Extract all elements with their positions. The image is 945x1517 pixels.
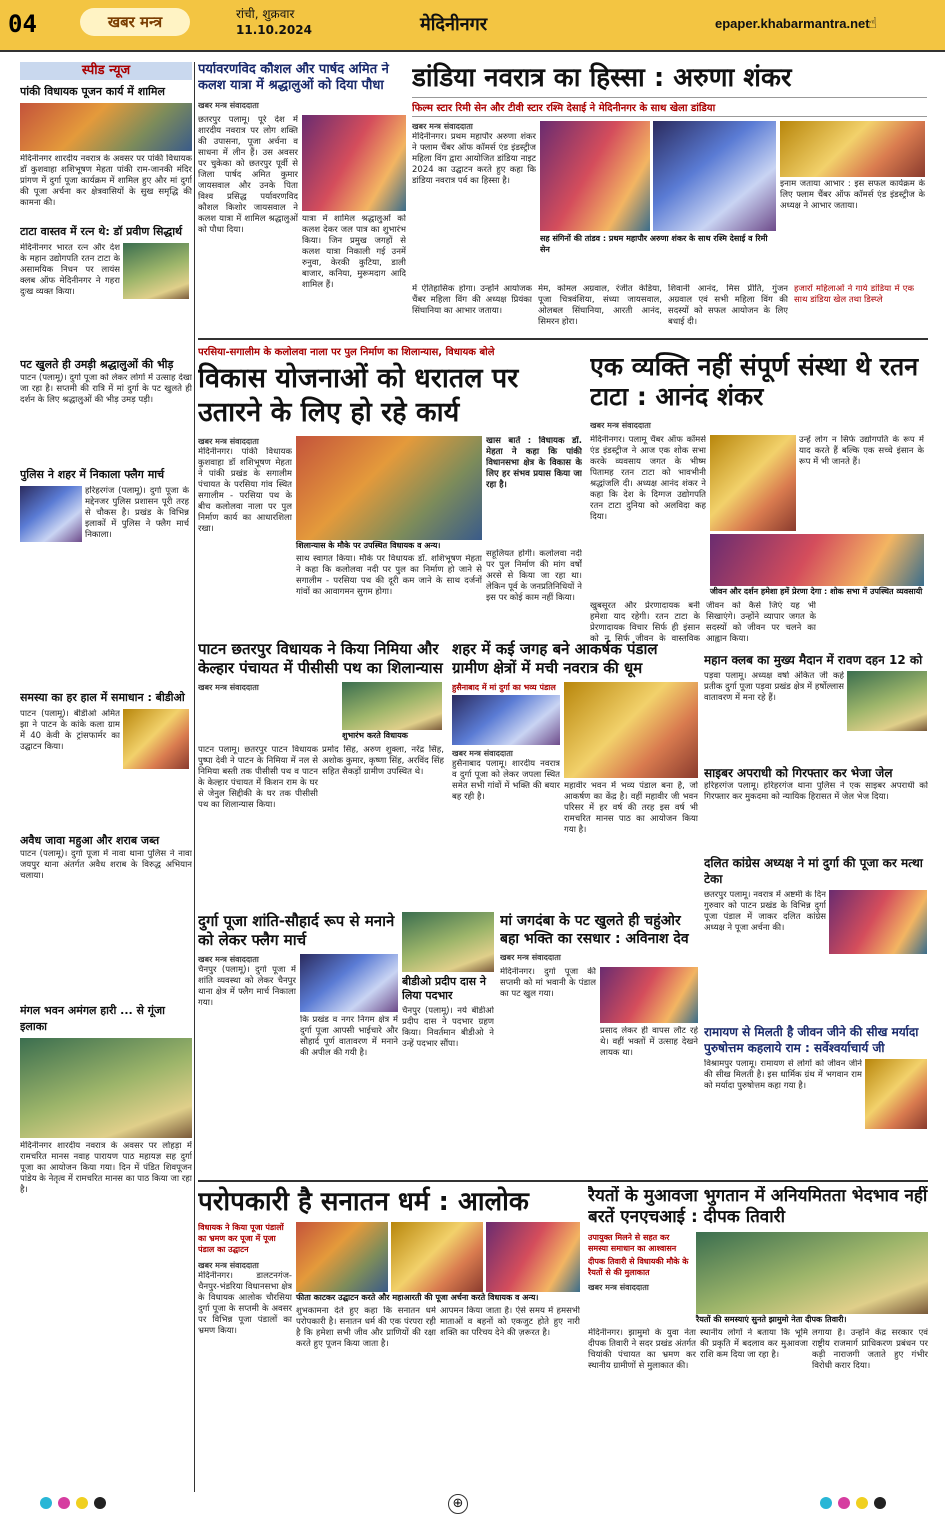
registration-mark-icon: ⊕ (448, 1494, 468, 1514)
photo (20, 1038, 192, 1138)
city-day: रांची, शुक्रवार (236, 7, 295, 21)
caption: हजारों महिलाओं ने गाये डांडिया में एक साथ डांडिया खेल तथा डिस्प्ले (794, 284, 914, 305)
photo (540, 121, 650, 231)
byline: खबर मन्त्र संवाददाता (198, 683, 259, 692)
byline: खबर मन्त्र संवाददाता (198, 1261, 259, 1270)
photo (600, 967, 698, 1023)
caption: दीपक तिवारी से विधायकी मौके के रैयतों से की मुलाकात (588, 1256, 692, 1278)
headline: समस्या का हर हाल में समाधान : बीडीओ (20, 691, 185, 704)
caption: रैयतों की समस्याएं सुनते झामुमो नेता दीपक तिवारी। (696, 1314, 928, 1325)
story-text: प्रमोद सिंह, अरुण शुक्ला, नरेंद्र सिंह, अशोक कुमार, कृष्णा सिंह, अरविंद सिंह सहित सैकड़ों ग्रामीण उपस्थित थे। (322, 745, 444, 777)
byline: खबर मन्त्र संवाददाता (198, 955, 259, 964)
story-dandiya (412, 62, 927, 334)
story-text: मेम, कोमल अग्रवाल, रंजीत केडिया, पूजा चित्रवंशिया, संध्या जायसवाल, ओलबल सिंघानिया, आरती आनंद, सिमरन होरा। (538, 284, 662, 327)
registration-dot (40, 1497, 52, 1509)
caption: शिलान्यास के मौके पर उपस्थित विधायक व अन्य। (296, 540, 482, 551)
story-text: मेदिनीनगर भारत रत्न और देश के महान उद्योगपति रतन टाटा के असामयिक निधन पर लायंस क्लब ऑफ मेदिनीनगर ने गहरा दुःख व्यक्त किया। (20, 243, 120, 297)
caption: जीवन और दर्शन हमेशा हमें प्रेरणा देगा : शोक सभा में उपस्थित व्यवसायी (710, 587, 923, 596)
story-text: लगाया है। उन्होंने केंद्र सरकार एवं राष्ट्रीय राजमार्ग प्राधिकरण प्रबंधन पर कड़ी नाराजगी जताते हुए गंभीर विरोधी करार दिया। (812, 1328, 928, 1371)
photo (300, 954, 398, 1012)
byline: खबर मन्त्र संवाददाता (198, 437, 259, 446)
story-text: मेदिनीनगर। प्रथम महापौर अरुणा शंकर ने फ्लाम चैंबर ऑफ कॉमर्स एंड इंडस्ट्रीज महिला विंग द्वारा आयोजित डांडिया नाइट 2024 का उद्घाटन करते हुए कहा कि डांडिया नवरात्र पर्व का हिस्सा है। (412, 132, 536, 186)
photo (402, 912, 494, 972)
story-text: मेदिनीनगर। दुर्गा पूजा की सप्तमी को मां भवानी के पंडाल का पट खुल गया। (500, 967, 596, 999)
site-link[interactable]: epaper.khabarmantra.net (715, 16, 870, 31)
story-text: हरिहरगंज (पलामू)। दुर्गा पूजा के मद्देनजर पुलिस प्रशासन पूरी तरह से चौकस है। प्रखंड के विभिन्न इलाकों में पुलिस ने फ्लैग मार्च निकाला। (85, 486, 189, 540)
story-text: मेदिनीनगर। पलामू चैंबर ऑफ कॉमर्स एंड इंडस्ट्रीज ने आज एक शोक सभा करके व्यवसाय जगत के भीष्म पितामह रतन टाटा को भावभीनी श्रद्धांजलि दी। अध्यक्ष आनंद शंकर ने कहा कि देश के दिग्गज उद्योगपति रतन टाटा दुनिया को अलविदा कह दिया। (590, 435, 706, 522)
registration-dot (874, 1497, 886, 1509)
registration-dot (94, 1497, 106, 1509)
story-text: यात्रा में शामिल श्रद्धालुओं को कलश देकर जल पात्र का शुभारंभ किया। जिन प्रमुख जगहों से कलश यात्रा निकाली गई उनमें रुनुवा, केरकी कुटिया, डाली बाजार, कनिया, मुरूमदाग आदि शामिल हैं। (302, 214, 406, 290)
photo (710, 534, 924, 586)
story-text: में ऐतिहासिक होगा। उन्होंने आयोजक चैंबर महिला विंग की अध्यक्ष प्रियंका सिंघानिया का आभार जताया। (412, 284, 532, 316)
story-text: खुबसूरत और प्रेरणादायक बनी हमेशा याद रहेगी। रतन टाटा के प्रेरणादायक विचार सिर्फ ही इंसान को न सिर्फ जीवन के वास्तविक (590, 601, 700, 644)
headline: पुलिस ने शहर में निकाला फ्लैग मार्च (20, 468, 165, 481)
story-text: साथ स्वागत किया। मौके पर विधायक डॉ. शशिभूषण मेहता ने कहा कि कलोलवा नदी पर पुल का निर्माण हो जाने से सगालीम - परसिया पथ की दूरी कम जाने के साथ दर्जनों गांवों का आवागमन सुगम होगा। (296, 554, 482, 597)
photo (123, 243, 189, 299)
story-sanatan (198, 1186, 580, 1486)
caption: हुसैनाबाद में मां दुर्गा का भव्य पंडाल (452, 682, 560, 693)
story-text: पाटन पलामू। छतरपुर पाटन विधायक पुष्पा देवी ने पाटन के निमिया में नल से निमिया बस्ती तक पीसीसी पथ व पाटन के केल्हार पंचायत में किशन राम के घर से जेनुल सिद्दीकी के घर तक पीसीसी पथ का शिलान्यास किया। (198, 745, 318, 810)
story-text: हरिहरगंज पलामू। हरिहरगंज थाना पुलिस ने एक साइबर अपराधी को गिरफ्तार कर मुकदमा को न्यायिक हिरासत में जेल भेज दिया। (704, 781, 928, 802)
subheadline: फिल्म स्टार रिमी सेन और टीवी स्टार रश्मि देसाई ने मेदिनीनगर के साथ खेला डांडिया (412, 97, 927, 117)
caption: सह संगिनों की तांडव : प्रथम महापौर अरुणा शंकर के साथ रश्मि देसाई व रिमी सेन (540, 233, 776, 273)
story-text: उन्हें लोग न सिर्फ उद्योगपति के रूप में याद करते हैं बल्कि एक सच्चे इंसान के रूप में भी जानते हैं। (799, 435, 924, 467)
photo (710, 435, 796, 531)
story-navratri-pandal (452, 640, 698, 905)
headline: रैयतों के मुआवजा भुगतान में अनियमितता भेदभाव नहीं बरतें एनएचआई : दीपक तिवारी (588, 1186, 928, 1227)
issue-date: 11.10.2024 (236, 23, 312, 37)
headline: पांकी विधायक पूजन कार्य में शामिल (20, 85, 165, 98)
photo (653, 121, 776, 231)
story-text: चैनपुर (पलामू)। नये बीडीओ प्रदीप दास ने पदभार ग्रहण किया। निवर्तमान बीडीओ ने उन्हें पदभार सौंपा। (402, 1006, 494, 1049)
photo (391, 1222, 483, 1292)
headline: विकास योजनाओं को धरातल पर उतारने के लिए हो रहे कार्य (198, 363, 519, 428)
caption: शुभारंभ करते विधायक (342, 730, 442, 741)
masthead (0, 0, 945, 52)
cursor-icon: ☝ (868, 14, 878, 32)
left-column (20, 62, 192, 1492)
story-patan-road (198, 640, 446, 905)
headline: डांडिया नवरात्र का हिस्सा : अरुणा शंकर (412, 63, 792, 93)
story-text: पड़वा पलामू। अध्यक्ष वर्षा अंकित जी कहे प्रतीक दुर्गा पूजा पड़वा प्रखंड क्षेत्र में हर्षोल्लास वातावरण में मना रहे हैं। (704, 671, 844, 703)
column-rule (194, 62, 195, 1492)
story-text: आपमन किया जाता है। ऐसे समय में हमसभी माताओं व बहनों को एकजुट होते हुए नारी शक्ति का परिचय देने की ज़रूरत है। (440, 1306, 580, 1338)
byline: खबर मन्त्र संवाददाता (198, 101, 259, 110)
photo (302, 115, 406, 211)
headline: एक व्यक्ति नहीं संपूर्ण संस्था थे रतन टाटा : आनंद शंकर (590, 352, 919, 411)
photo (296, 1222, 388, 1292)
edition-name: मेदिनीनगर (420, 14, 488, 35)
headline: पाटन छतरपुर विधायक ने किया निमिया और केल्हार पंचायत में पीसीसी पथ का शिलान्यास (198, 640, 443, 677)
story-text: मेदिनीनगर शारदीय नवरात्र के अवसर पर लोहड़ा में रामचरित मानस नवाह पारायण पाठ महायज्ञ सह दुर्गा पूजा का आयोजन किया गया। दिन में पंडित शिवपूजन पांडेय के नेतृत्व में रामचरित मानस का पाठ किया जा रहा है। (20, 1141, 192, 1195)
story-text: छतरपुर पलामू। पूरे देश में शारदीय नवरात्र पर लोग शक्ति की उपासना, पूजा अर्चना व साधना में लीन हैं। उस अवसर पर चुकेका को छतरपुर पूर्वी से जिला पार्षद अमित कुमार जायसवाल और उनके पिता विश्व प्रसिद्ध पर्यावरणविद कौशल किशोर जायसवाल ने कलश यात्रा में शामिल श्रद्धालुओं को पौधा दिया। (198, 115, 298, 235)
photo (829, 890, 927, 954)
story-raiyat-compensation (588, 1186, 928, 1486)
story-flag-march (198, 912, 398, 1172)
story-development (198, 344, 583, 634)
story-text: पाटन (पलामू)। दुर्गा पूजा में नावा थाना पुलिस ने नावा जयपुर थाना अंतर्गत अवैध शराब के विरुद्ध अभियान चलाया। (20, 849, 192, 881)
registration-dot (820, 1497, 832, 1509)
headline: महान क्लब का मुख्य मैदान में रावण दहन 12 को (704, 653, 923, 667)
headline: पट खुलते ही उमड़ी श्रद्धालुओं की भीड़ (20, 358, 174, 371)
story-text: मेदिनीनगर। झामुमो के युवा नेता दीपक तिवारी ने सदर प्रखंड अंतर्गत चियांकी पंचायत का भ्रमण कर स्थानीय ग्रामीणों से मुलाकात की। (588, 1328, 696, 1371)
photo (696, 1232, 928, 1314)
story-text: मेदिनीनगर। डालटनगंज-चैनपुर-भंडरिया विधानसभा क्षेत्र के विधायक आलोक चौरसिया दुर्गा पूजा के सप्तमी के अवसर पर विभिन्न पूजा पंडालों का भ्रमण किया। (198, 1271, 292, 1336)
story-text: जीवन को कैसे जिएं यह भी सिखाएंगे। उन्होंने व्यापार जगत के सदस्यों को जीवन पर चलने का आह्वान किया। (706, 601, 816, 644)
story-jagdamba (500, 912, 698, 1172)
headline: मां जगदंबा के पट खुलते ही चहुंओर बहा भक्ति का रसधार : अविनाश देव (500, 913, 689, 947)
dateline (236, 6, 312, 38)
caption: फीता काटकर उद्घाटन करते और महाआरती की पूजा अर्चना करते विधायक व अन्य। (296, 1292, 580, 1303)
photo (452, 695, 560, 745)
section-speed-news: स्पीड न्यूज (20, 62, 192, 80)
story-text: चैनपुर (पलामू)। दुर्गा पूजा में शांति व्यवस्था को लेकर चैनपुर थाना क्षेत्र में फ्लैग मार्च निकाला गया। (198, 965, 296, 1008)
photo (20, 486, 82, 542)
photo (296, 436, 482, 540)
headline: रामायण से मिलती है जीवन जीने की सीख मर्यादा पुरुषोत्तम कहलाये राम : सर्वेश्वर्याचार्य जी (704, 1025, 919, 1055)
story-text: शुभकामना देते हुए कहा कि सनातन धर्म परोपकारी है। सनातन धर्म की एक पंरपरा रही है कि हमेशा सभी जीव और प्राणियों की रक्षा करते हुए पूजन किया जाता है। (296, 1306, 436, 1349)
brand-logo: खबर मन्त्र (80, 8, 190, 36)
photo (865, 1059, 927, 1129)
byline: खबर मन्त्र संवाददाता (590, 421, 651, 430)
registration-dot (76, 1497, 88, 1509)
photo (564, 682, 698, 778)
photo (486, 1222, 580, 1292)
story-text: छतरपुर पलामू। नवरात्र में अष्टमी के दिन गुरुवार को पाटन प्रखंड के विभिन्न दुर्गा पूजा पंडाल में जाकर दलित कांग्रेस अध्यक्ष ने पूजा अर्चना की। (704, 890, 826, 933)
story-text: प्रसाद लेकर ही वापस लौट रहे थे। वहीं भक्तों में उत्साह देखने लायक था। (600, 1026, 698, 1058)
headline: मंगल भवन अमंगल हारी ... से गूंजा इलाका (20, 1004, 166, 1033)
section-rule (198, 1180, 928, 1182)
photo (342, 682, 442, 730)
caption: उपायुक्त मिलने से सहत कर समस्या समाधान का आश्वासन (588, 1232, 692, 1254)
registration-dot (856, 1497, 868, 1509)
caption: विधायक ने किया पूजा पंडालों का भ्रमण कर पूजा में पूजा पंडाल का उद्घाटन (198, 1222, 292, 1256)
headline: अवैध जावा महुआ और शराब जब्त (20, 834, 160, 847)
callout: खास बातें : विधायक डॉ. मेहता ने कहा कि पांकी विधानसभा क्षेत्र के विकास के लिए हर संभव प्रयास किया जा रहा है। (486, 436, 582, 490)
headline: परोपकारी है सनातन धर्म : आलोक (198, 1187, 529, 1217)
registration-dot (838, 1497, 850, 1509)
headline: दुर्गा पूजा शांति-सौहार्द रूप से मनाने को लेकर फ्लैग मार्च (198, 912, 395, 949)
headline: टाटा वास्तव में रत्न थे: डॉ प्रवीण सिद्धार्थ (20, 225, 183, 238)
caption: इनाम जताया आभार : इस सफल कार्यक्रम के लिए फ्लाम चैंबर ऑफ कॉमर्स एंड इंडस्ट्रीज के अध्यक्ष ने आभार जताया। (780, 179, 925, 211)
story-ratan-tata (590, 352, 928, 644)
story-text: पाटन (पलामू)। दुर्गा पूजा को लेकर लोगों में उत्साह देखा जा रहा है। सप्तमी की रात्रि में मां दुर्गा के पट खुलते ही दर्शन के लिए श्रद्धालुओं की भीड़ उमड़ पड़ी। (20, 373, 192, 405)
photo (847, 671, 927, 731)
byline: खबर मन्त्र संवाददाता (412, 122, 473, 131)
story-text: कि प्रखंड व नगर निगम क्षेत्र में दुर्गा पूजा आपसी भाईचारे और सौहार्द पूर्ण वातावरण में मनाने की अपील की गयी है। (300, 1015, 398, 1058)
story-text: सहूलियत होगी। कलोलवा नदी पर पुल निर्माण की मांग वर्षों अरसे से किया जा रहा था। लेकिन पूर्व के जनप्रतिनिधियों ने इस पर कोई काम नहीं किया। (486, 549, 582, 603)
story-plant-distribution (198, 62, 406, 332)
byline: खबर मन्त्र संवाददाता (588, 1283, 649, 1292)
section-rule (198, 338, 928, 340)
headline: शहर में कई जगह बने आकर्षक पंडाल ग्रामीण क्षेत्रों में मची नवरात्र की धूम (452, 640, 658, 677)
headline: साइबर अपराधी को गिरफ्तार कर भेजा जेल (704, 766, 893, 780)
story-bdo (402, 912, 494, 1172)
headline: दलित कांग्रेस अध्यक्ष ने मां दुर्गा की पूजा कर मत्था टेका (704, 856, 923, 886)
headline: बीडीओ प्रदीप दास ने लिया पदभार (402, 975, 487, 1002)
photo (780, 121, 925, 177)
kicker: परसिया-सगालीम के कलोलवा नाला पर पुल निर्माण का शिलान्यास, विधायक बोले (198, 347, 495, 358)
story-text: हुसैनाबाद पलामू। शारदीय नवरात्र व दुर्गा पूजा को लेकर जपला स्थित समेत सभी गांवों में भक्ति की बयार बह रही है। (452, 759, 560, 802)
story-text: विश्रामपुर पलामू। रामायण से लोगों को जीवन जीने की सीख मिलती है। इस धार्मिक ग्रंथ में भगवान राम को मर्यादा पुरुषोत्तम कहा गया है। (704, 1059, 862, 1091)
page-number: 04 (8, 10, 37, 38)
photo (123, 709, 189, 769)
headline: पर्यावरणविद कौशल और पार्षद अमित ने कलश यात्रा में श्रद्धालुओं को दिया पौधा (198, 62, 389, 93)
story-text: पाटन (पलामू)। बीडीओ अमित झा ने पाटन के कांके कला ग्राम में 40 केवी के ट्रांसफार्मर का उद्घाटन किया। (20, 709, 120, 752)
byline: खबर मन्त्र संवाददाता (452, 749, 513, 758)
registration-dot (58, 1497, 70, 1509)
story-text: मेदिनीनगर। पांकी विधायक कुशवाहा डॉ शशिभूषण मेहता ने पांकी प्रखंड के सगालीम पंचायत के परसिया गांव स्थित सगालीम - परसिया पथ के बीच कलोलवा नाला पर पुल निर्माण कार्य का आधारशिला रखा। (198, 447, 292, 534)
story-text: स्थानीय लोगों ने बताया कि भूमि की प्रकृति में बदलाव कर मुआवजा राशि कम दिया जा रहा है। (700, 1328, 808, 1360)
story-text: शिवानी आनंद, मिस प्रीति, गुंजन अग्रवाल एवं सभी महिला विंग की सदस्यों को सफल आयोजन के लिए बधाई दी। (668, 284, 788, 327)
story-text: महावीर भवन में भव्य पंडाल बना है, जो आकर्षण का केंद्र है। वहीं महावीर जी भवन परिसर में हर वर्ष की तरह इस वर्ष भी रामचरित मानस पाठ का आयोजन किया गया है। (564, 781, 698, 835)
story-text: मेदिनीनगर शारदीय नवरात्र के अवसर पर पांकी विधायक डॉ कुशवाहा शशिभूषण मेहता पांकी राम-जानकी मंदिर प्रांगण में दुर्गा पूजा कार्यक्रम में शामिल हुए और मां दुर्गा की पूजा अर्चना कर क्षेत्रवासियों के सुख समृद्धि की कामना की। (20, 154, 192, 208)
photo (20, 103, 192, 151)
byline: खबर मन्त्र संवाददाता (500, 953, 561, 962)
